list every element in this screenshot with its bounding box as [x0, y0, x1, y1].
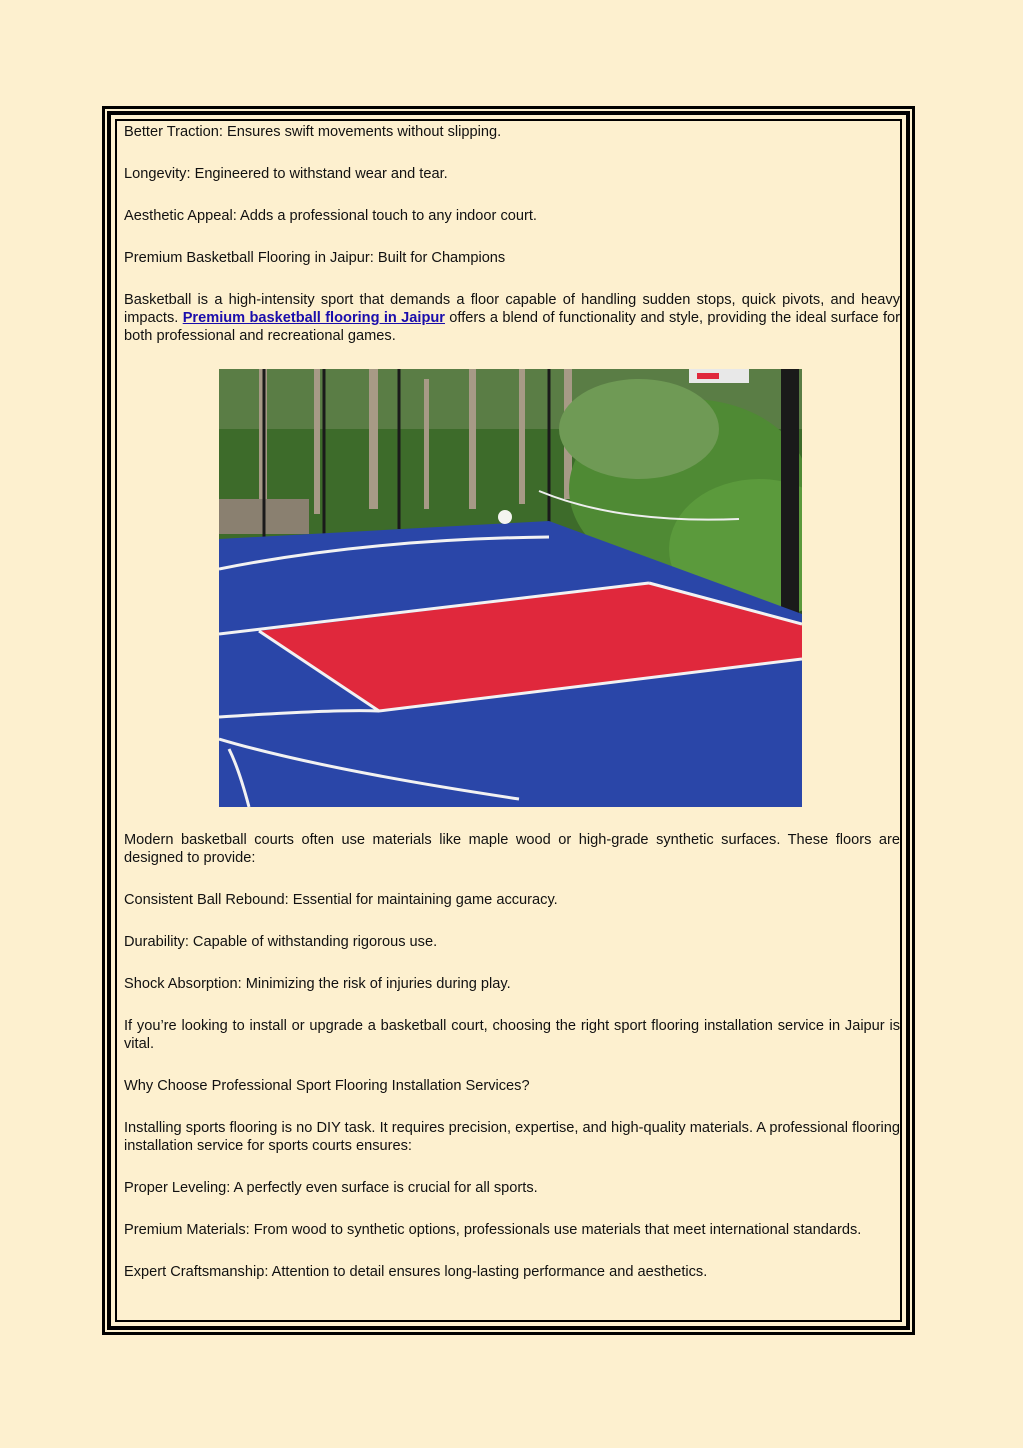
paragraph-longevity: Longevity: Engineered to withstand wear and tear.	[124, 166, 448, 182]
section-heading-why-choose: Why Choose Professional Sport Flooring Installation Services?	[124, 1078, 530, 1094]
paragraph-install-upgrade: If you’re looking to install or upgrade a basketball court, choosing the right sport flooring installation service in Jaipur is vital.	[124, 1018, 900, 1052]
paragraph-modern-courts: Modern basketball courts often use materials like maple wood or high-grade synthetic surfaces. These floors are designed to provide:	[124, 832, 900, 866]
section-heading-premium-flooring: Premium Basketball Flooring in Jaipur: Built for Champions	[124, 250, 506, 266]
paragraph-intro	[124, 291, 900, 345]
paragraph-proper-leveling: Proper Leveling: A perfectly even surface is crucial for all sports.	[124, 1180, 538, 1196]
premium-flooring-link[interactable]: Premium basketball flooring in Jaipur	[182, 310, 445, 326]
paragraph-durability: Durability: Capable of withstanding rigorous use.	[124, 934, 438, 950]
paragraph-premium-materials: Premium Materials: From wood to synthetic options, professionals use materials that meet international standards.	[124, 1222, 862, 1238]
basketball-court-photo	[219, 369, 802, 807]
paragraph-expert-craftsmanship: Expert Craftsmanship: Attention to detail ensures long-lasting performance and aesthetics.	[124, 1264, 708, 1280]
intro-text-after-link: offers a blend of functionality and style, providing the ideal surface for both professional and recreational games.	[124, 310, 901, 344]
paragraph-better-traction: Better Traction: Ensures swift movements without slipping.	[124, 124, 502, 140]
paragraph-shock-absorption: Shock Absorption: Minimizing the risk of injuries during play.	[124, 976, 511, 992]
paragraph-aesthetic-appeal: Aesthetic Appeal: Adds a professional touch to any indoor court.	[124, 208, 537, 224]
intro-text-before-link: Basketball is a high-intensity sport that demands a floor capable of handling sudden stops, quick pivots, and heavy impacts.	[124, 292, 900, 326]
paragraph-ball-rebound: Consistent Ball Rebound: Essential for maintaining game accuracy.	[124, 892, 558, 908]
document-body	[124, 123, 900, 1305]
paragraph-installing-flooring: Installing sports flooring is no DIY task. It requires precision, expertise, and high-quality materials. A professional flooring installation service for sports courts ensures:	[124, 1120, 900, 1154]
